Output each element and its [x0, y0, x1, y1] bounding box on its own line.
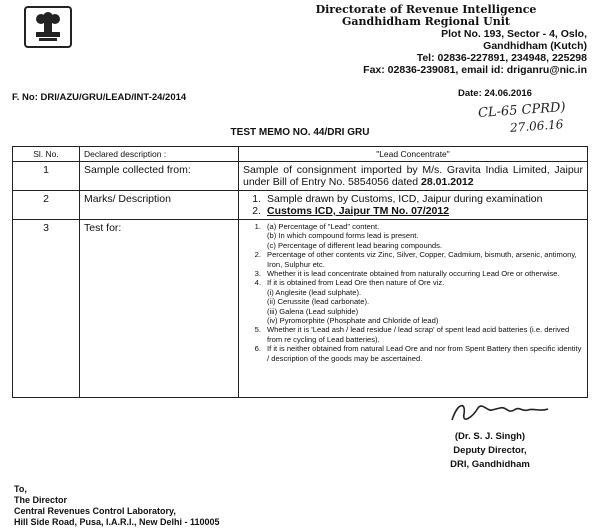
- header-lead-concentrate: "Lead Concentrate": [239, 147, 588, 162]
- header-sl-no: Sl. No.: [13, 147, 80, 162]
- memo-title: TEST MEMO NO. 44/DRI GRU: [230, 127, 370, 138]
- list-item: (iv) Pyromorphite (Phosphate and Chloride of lead): [267, 316, 439, 326]
- row-3-label: Test for:: [80, 220, 239, 398]
- signatory-designation: Deputy Director,: [453, 445, 527, 456]
- memo-date: Date: 24.06.2016: [458, 88, 532, 99]
- list-item: 1. Sample drawn by Customs, ICD, Jaipur during examination: [252, 193, 543, 205]
- header-line-6: Fax: 02836-239081, email id: driganru@nic.in: [363, 64, 587, 76]
- list-item: 5. Whether it is 'Lead ash / lead residue / lead scrap' of spent lead acid batteries (i.e. derived from re cycling of Lead batteries).: [254, 325, 570, 344]
- handwritten-note-1: CL-65 CPRD): [477, 99, 567, 122]
- state-emblem-icon: [28, 10, 68, 44]
- list-item: (ii) Cerussite (lead carbonate).: [267, 297, 370, 307]
- list-item: 1. (a) Percentage of "Lead" content.: [254, 222, 380, 231]
- header-line-4: Gandhidham (Kutch): [483, 40, 587, 52]
- list-item: 2. Percentage of other contents viz Zinc, Silver, Copper, Cadmium, bismuth, arsenic, antimony, Iron, Sulphur etc.: [254, 250, 577, 269]
- row-3-sl: 3: [13, 220, 80, 398]
- header-line-1: Directorate of Revenue Intelligence: [315, 3, 537, 16]
- header-line-5: Tel: 02836-227891, 234948, 225298: [416, 52, 587, 64]
- row-1-date: 28.01.2012: [421, 176, 474, 188]
- handwritten-note-2: 27.06.16: [509, 117, 564, 135]
- signatory-office: DRI, Gandhidham: [450, 459, 530, 470]
- table-row: [13, 191, 588, 220]
- list-item: (c) Percentage of different lead bearing compounds.: [267, 240, 443, 250]
- test-memo-table: [12, 146, 588, 398]
- row-1-sl: 1: [13, 162, 80, 191]
- signatory-name: (Dr. S. J. Singh): [454, 431, 526, 442]
- list-item: 4. If it is obtained from Lead Ore then nature of Ore viz.: [254, 278, 445, 288]
- row-1-label: Sample collected from:: [80, 162, 239, 191]
- signature-block: [395, 430, 585, 472]
- row-2-value: [239, 191, 588, 220]
- list-item: (b) In which compound forms lead is present.: [267, 231, 419, 241]
- header-declared-description: Declared description :: [80, 147, 239, 162]
- office-header: [265, 4, 587, 76]
- to-line-2: The Director: [14, 495, 68, 505]
- row-1-value: [239, 162, 588, 191]
- list-item: 3. Whether it is lead concentrate obtained from naturally occurring Lead Ore or otherwise.: [254, 269, 560, 279]
- list-item: (iii) Galena (Lead sulphide): [267, 306, 359, 316]
- header-line-2: Gandhidham Regional Unit: [341, 15, 510, 28]
- row-2-sl: 2: [13, 191, 80, 220]
- header-line-3: Plot No. 193, Sector - 4, Oslo,: [441, 28, 587, 40]
- list-item: 2. Customs ICD, Jaipur TM No. 07/2012: [252, 205, 450, 217]
- to-line-1: To,: [14, 484, 27, 494]
- row-2-label: Marks/ Description: [80, 191, 239, 220]
- file-number: F. No: DRI/AZU/GRU/LEAD/INT-24/2014: [12, 92, 187, 103]
- table-header-row: [13, 147, 588, 162]
- list-item: (i) Anglesite (lead sulphate).: [267, 287, 362, 297]
- to-line-3: Central Revenues Control Laboratory,: [14, 506, 176, 516]
- recipient-address: [14, 484, 220, 528]
- row-3-tests: [239, 220, 588, 398]
- table-row: [13, 220, 588, 398]
- row-1-text: Sample of consignment imported by M/s. Gravita India Limited, Jaipur under Bill of Entry No. 5854056 dated: [243, 164, 583, 188]
- table-row: [13, 162, 588, 191]
- to-line-4: Hill Side Road, Pusa, I.A.R.I., New Delhi - 110005: [14, 517, 220, 527]
- signature-scribble: [448, 398, 558, 426]
- emblem-logo: [24, 6, 72, 48]
- list-item: 6. If it is neither obtained from natural Lead Ore and nor from Spent Battery then specific identity / description of the goods may be ascertained.: [254, 344, 582, 363]
